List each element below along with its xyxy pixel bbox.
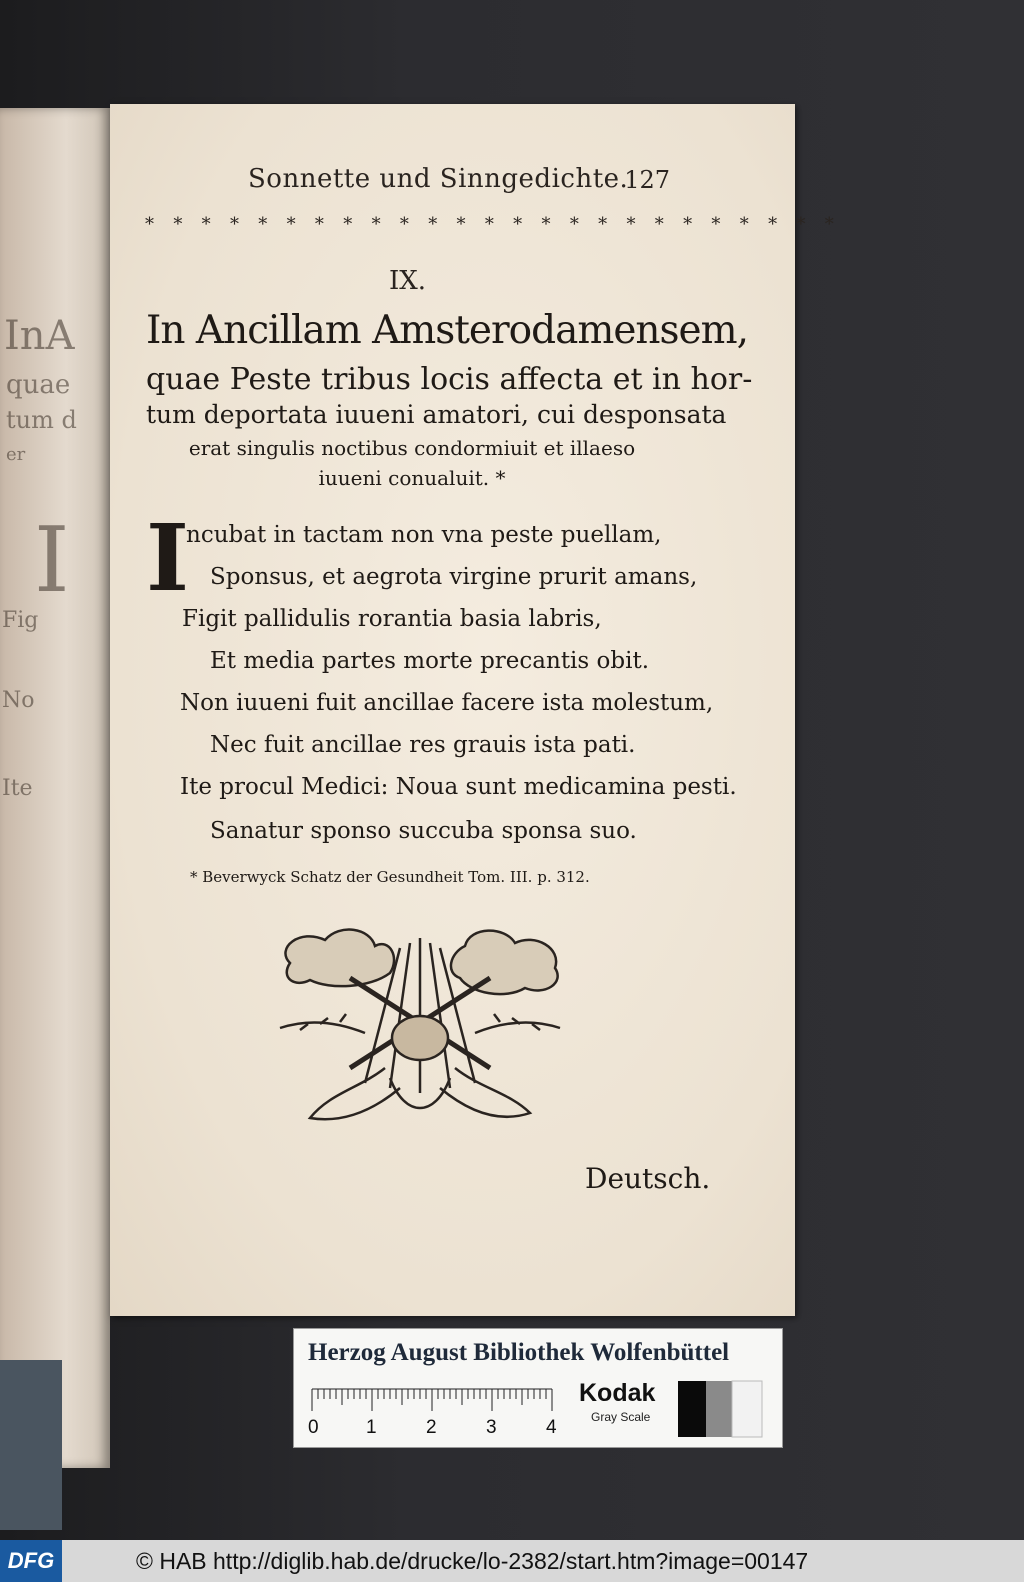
star-rule: * * * * * * * * * * * * * * * * * * * * * * * * * (145, 214, 841, 235)
dfg-logo: DFG (0, 1540, 62, 1582)
page-number: 127 (624, 166, 670, 194)
gray-scale-patches (678, 1379, 766, 1439)
poem-subtitle-line: tum deportata iuueni amatori, cui desponsata (146, 400, 727, 429)
poem-subtitle-line: erat singulis noctibus condormiuit et illaeso (188, 436, 636, 460)
prev-page-fragment: Fig (2, 608, 39, 633)
ruler-number: 1 (366, 1417, 377, 1438)
verse-line: Non iuueni fuit ancillae facere ista molestum, (180, 690, 714, 716)
footer-bar (0, 1540, 1024, 1582)
running-title: Sonnette und Sinngedichte. (248, 164, 629, 194)
catchword: Deutsch. (585, 1162, 711, 1195)
verse-line: Figit pallidulis rorantia basia labris, (182, 606, 602, 632)
color-target-card (293, 1328, 783, 1448)
drop-capital: I (146, 504, 190, 612)
kodak-subtitle: Gray Scale (591, 1410, 651, 1424)
poem-subtitle-line: iuueni conualuit. * (318, 466, 506, 490)
book-spine (0, 1360, 62, 1530)
woodcut-ornament (270, 918, 570, 1138)
ruler-number: 0 (308, 1417, 319, 1438)
verse-line: Sanatur sponso succuba sponsa suo. (210, 818, 637, 844)
ruler-number: 2 (426, 1417, 437, 1438)
ruler-number: 4 (546, 1417, 557, 1438)
ruler-number: 3 (486, 1417, 497, 1438)
copyright-link[interactable]: © HAB http://diglib.hab.de/drucke/lo-2382/start.htm?image=00147 (136, 1548, 809, 1574)
prev-page-fragment: quae (6, 370, 71, 400)
verse-line: Et media partes morte precantis obit. (210, 648, 650, 674)
prev-page-fragment: No (2, 688, 35, 713)
library-name: Herzog August Bibliothek Wolfenbüttel (308, 1339, 730, 1366)
previous-page-edge (0, 108, 110, 1468)
poem-title: In Ancillam Amsterodamensem, (146, 308, 748, 353)
footnote: * Beverwyck Schatz der Gesundheit Tom. III. p. 312. (190, 868, 590, 886)
kodak-brand: Kodak (579, 1379, 656, 1407)
running-head (140, 160, 670, 200)
prev-page-fragment: tum d (6, 406, 77, 434)
poem-subtitle-line: quae Peste tribus locis affecta et in hor- (146, 362, 753, 397)
prev-page-fragment: I (34, 508, 70, 613)
prev-page-fragment: Ite (2, 776, 33, 801)
verse-line: Nec fuit ancillae res grauis ista pati. (210, 732, 636, 758)
verse-line: Sponsus, et aegrota virgine prurit amans, (210, 564, 698, 590)
poem-number: IX. (388, 266, 427, 296)
verse-line: Ite procul Medici: Noua sunt medicamina pesti. (180, 774, 737, 800)
prev-page-fragment: InA (4, 313, 75, 359)
scale-ruler (308, 1385, 558, 1437)
prev-page-fragment: er (6, 444, 26, 465)
verse-line: ncubat in tactam non vna peste puellam, (186, 522, 662, 548)
